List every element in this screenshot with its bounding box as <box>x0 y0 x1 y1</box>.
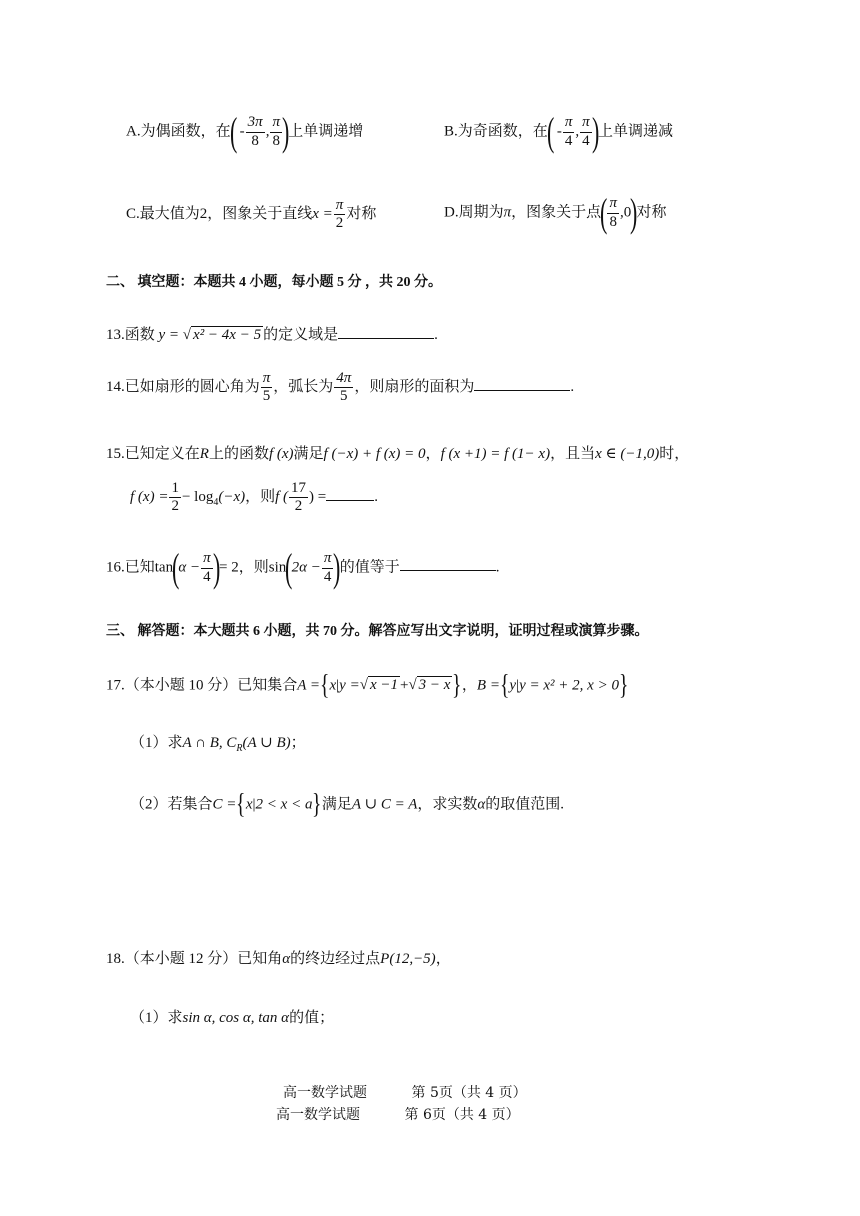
fraction <box>607 195 619 231</box>
numerator: 1 <box>169 480 181 498</box>
close-brace: } <box>618 670 629 701</box>
open-brace: { <box>320 670 330 701</box>
radicand: x² − 4x − 5 <box>193 327 262 343</box>
option-c <box>126 197 376 233</box>
equation: A ∪ C = A <box>351 796 418 813</box>
close-paren: ) <box>630 190 638 235</box>
minus-sign: - <box>556 123 562 140</box>
period: . <box>570 379 575 396</box>
equation-close: ) = <box>309 489 327 506</box>
point-tail: ,0 <box>619 204 632 221</box>
open-paren: ( <box>600 190 608 235</box>
section-2-heading: 二、 填空题：本题共 4 小题，每小题 5 分 ，共 20 分。 <box>106 275 442 290</box>
option-d-tail: 对称 <box>636 204 667 221</box>
denominator: 8 <box>251 132 259 149</box>
close-paren: ) <box>333 545 341 590</box>
pi-symbol: π <box>503 204 512 221</box>
part-text: 的值； <box>289 1010 335 1026</box>
variable-y: y <box>509 677 517 694</box>
q15-text: ，则 <box>245 489 276 506</box>
numerator: π <box>261 370 273 388</box>
condition: y = x² + 2, x > 0 <box>519 677 619 694</box>
denominator: 5 <box>262 388 271 405</box>
expression: 2α − <box>291 559 321 576</box>
option-b-tail: 上单调递减 <box>597 123 673 140</box>
numerator: 4π <box>334 370 353 388</box>
numerator: π <box>563 114 575 132</box>
question-15-line-1 <box>106 445 689 463</box>
part-text: ，求实数 <box>417 796 478 813</box>
fraction <box>334 370 353 406</box>
footer-line-1: 高一数学试题 第 5页（共 4 页） <box>283 1085 527 1101</box>
open-paren: ( <box>285 545 293 590</box>
equation: f (x +1) = f (1− x) <box>440 446 551 462</box>
radicand: x −1 <box>369 677 398 694</box>
open-paren: ( <box>546 109 555 154</box>
answer-blank <box>474 376 570 391</box>
q15-text: 上的函数 <box>208 446 269 462</box>
numerator: π <box>334 197 346 215</box>
close-paren: ) <box>212 545 221 590</box>
numerator: π <box>580 114 592 132</box>
option-d-label: D.周期为 <box>444 204 504 221</box>
denominator: 5 <box>340 388 348 405</box>
question-15-line-2 <box>130 480 378 516</box>
equation: f (−x) + f (x) = 0 <box>323 446 426 462</box>
q15-text: 时， <box>659 446 690 462</box>
period: . <box>434 327 438 343</box>
footer-line-2: 高一数学试题 第 6页（共 4 页） <box>276 1107 520 1123</box>
option-d <box>444 190 667 235</box>
log-text: − log <box>181 489 214 506</box>
q16-text: 16.已知 <box>106 559 155 576</box>
sqrt-expression: √ x −1 <box>359 677 398 694</box>
variable-y: y = <box>339 677 360 694</box>
function-f: f ( <box>275 489 289 506</box>
denominator: 2 <box>294 498 303 515</box>
point-p: P(12,−5) <box>380 951 436 967</box>
q14-text2: ，弧长为 <box>273 379 334 396</box>
equation-lhs: f (x) = <box>130 489 169 506</box>
option-b-label: B.为奇函数，在 <box>444 123 548 140</box>
variable-x: x <box>329 677 337 694</box>
close-paren: ) <box>281 109 290 154</box>
denominator: 4 <box>323 568 332 585</box>
expression: (A ∪ B) <box>242 735 291 751</box>
tan: tan <box>154 559 174 576</box>
numerator: π <box>270 114 282 132</box>
denominator: 4 <box>582 132 590 149</box>
q16-text: 的值等于 <box>339 559 400 576</box>
denominator: 2 <box>335 215 344 232</box>
expression: sin α, cos α, tan α <box>182 1010 290 1026</box>
q14-text3: ，则扇形的面积为 <box>354 379 475 396</box>
expression: α − <box>178 559 201 576</box>
question-17: 17.（本小题 10 分）已知集合A ={x|y =√ x −1 +√ 3 − x}，B ={y|y = x² + 2, x > 0} <box>106 670 629 701</box>
semicolon: ； <box>290 735 306 751</box>
question-18 <box>106 950 451 968</box>
comma: ， <box>461 677 477 694</box>
close-brace: } <box>312 789 322 820</box>
open-brace: { <box>499 670 510 701</box>
question-13 <box>106 324 438 344</box>
radicand: 3 − x <box>418 677 451 694</box>
comma: ， <box>435 951 451 967</box>
q16-text: ，则 <box>238 559 269 576</box>
fraction <box>246 114 265 150</box>
fraction <box>289 480 308 516</box>
fraction <box>322 550 334 586</box>
option-c-tail: 对称 <box>346 206 377 223</box>
fraction <box>169 480 181 516</box>
numerator: π <box>607 195 619 213</box>
q13-lhs: y = <box>158 327 180 343</box>
log-arg: (−x) <box>218 489 246 506</box>
denominator: 2 <box>171 498 179 515</box>
part-text: 的取值范围. <box>485 796 565 813</box>
sin: sin <box>268 559 287 576</box>
sqrt-expression: √ 3 − x <box>408 677 451 694</box>
numerator: 17 <box>289 480 308 498</box>
q17-text: 17.（本小题 10 分）已知集合 <box>106 677 298 694</box>
q18-text: 18.（本小题 12 分）已知角 <box>106 951 283 967</box>
q15-text: ， <box>425 446 441 462</box>
function-f: f (x) <box>268 446 294 462</box>
equation-lhs: x = <box>312 206 333 223</box>
period: . <box>374 489 379 506</box>
denominator: 8 <box>609 213 617 230</box>
part-text: （1）求 <box>130 1010 183 1026</box>
q18-text: 的终边经过点 <box>290 951 381 967</box>
set-c: C = <box>212 796 237 813</box>
question-16 <box>106 545 500 590</box>
q13-text: 13.函数 <box>106 327 155 343</box>
q14-text: 14.已如扇形的圆心角为 <box>106 379 260 396</box>
question-17-part-1 <box>130 734 306 755</box>
fraction <box>261 370 273 406</box>
part-text: （1）求 <box>130 735 183 751</box>
minus-sign: - <box>239 123 245 140</box>
comma: , <box>265 123 270 140</box>
question-17-part-2: （2）若集合C ={x|2 < x < a}满足A ∪ C = A，求实数α的取值范围. <box>130 789 565 820</box>
denominator: 4 <box>564 132 573 149</box>
question-14 <box>106 370 574 406</box>
section-3-heading: 三、 解答题：本大题共 6 小题，共 70 分。解答应写出文字说明，证明过程或演算步骤。 <box>106 624 649 639</box>
set-r: R <box>199 446 209 462</box>
variable-a: α <box>477 796 486 813</box>
q15-text: ，且当 <box>550 446 596 462</box>
close-brace: } <box>452 670 462 701</box>
q13-text2: 的定义域是 <box>263 327 339 343</box>
fraction <box>334 197 346 233</box>
comma: , <box>575 123 580 140</box>
fraction <box>563 114 575 150</box>
denominator: 8 <box>272 132 280 149</box>
option-a-label: A.为偶函数，在 <box>126 123 231 140</box>
period: . <box>495 559 500 576</box>
question-18-part-1 <box>130 1009 334 1027</box>
variable-alpha: α <box>282 951 291 967</box>
fraction <box>270 114 282 150</box>
fraction <box>201 550 213 586</box>
q15-text: 15.已知定义在 <box>106 446 200 462</box>
option-a-tail: 上单调递增 <box>288 123 364 140</box>
answer-blank <box>326 486 374 501</box>
part-text: （2）若集合 <box>130 796 213 813</box>
equation: = 2 <box>219 559 239 576</box>
option-c-label: C.最大值为2，图象关于直线 <box>126 206 313 223</box>
fraction <box>580 114 592 150</box>
open-brace: { <box>236 789 246 820</box>
close-paren: ) <box>591 109 599 154</box>
open-paren: ( <box>172 545 180 590</box>
subscript: R <box>236 743 243 754</box>
sqrt-expression: √ x² − 4x − 5 <box>182 327 262 343</box>
answer-blank <box>400 556 496 571</box>
plus: + <box>399 677 409 694</box>
numerator: π <box>322 550 334 568</box>
numerator: 3π <box>246 114 265 132</box>
option-a <box>126 109 364 154</box>
log-base: 4 <box>213 497 219 509</box>
numerator: π <box>201 550 213 568</box>
open-paren: ( <box>229 109 237 154</box>
q15-text: 满足 <box>293 446 324 462</box>
answer-blank <box>338 324 434 339</box>
option-b <box>444 109 673 154</box>
option-d-mid: ，图象关于点 <box>511 204 602 221</box>
set-a: A = <box>297 677 321 694</box>
expression: A ∩ B, C <box>182 735 237 751</box>
condition: x ∈ (−1,0) <box>595 446 660 462</box>
condition: 2 < x < a <box>255 796 313 813</box>
set-b: B = <box>476 677 500 694</box>
variable-x: x <box>245 796 253 813</box>
denominator: 4 <box>203 568 211 585</box>
part-text: 满足 <box>321 796 352 813</box>
